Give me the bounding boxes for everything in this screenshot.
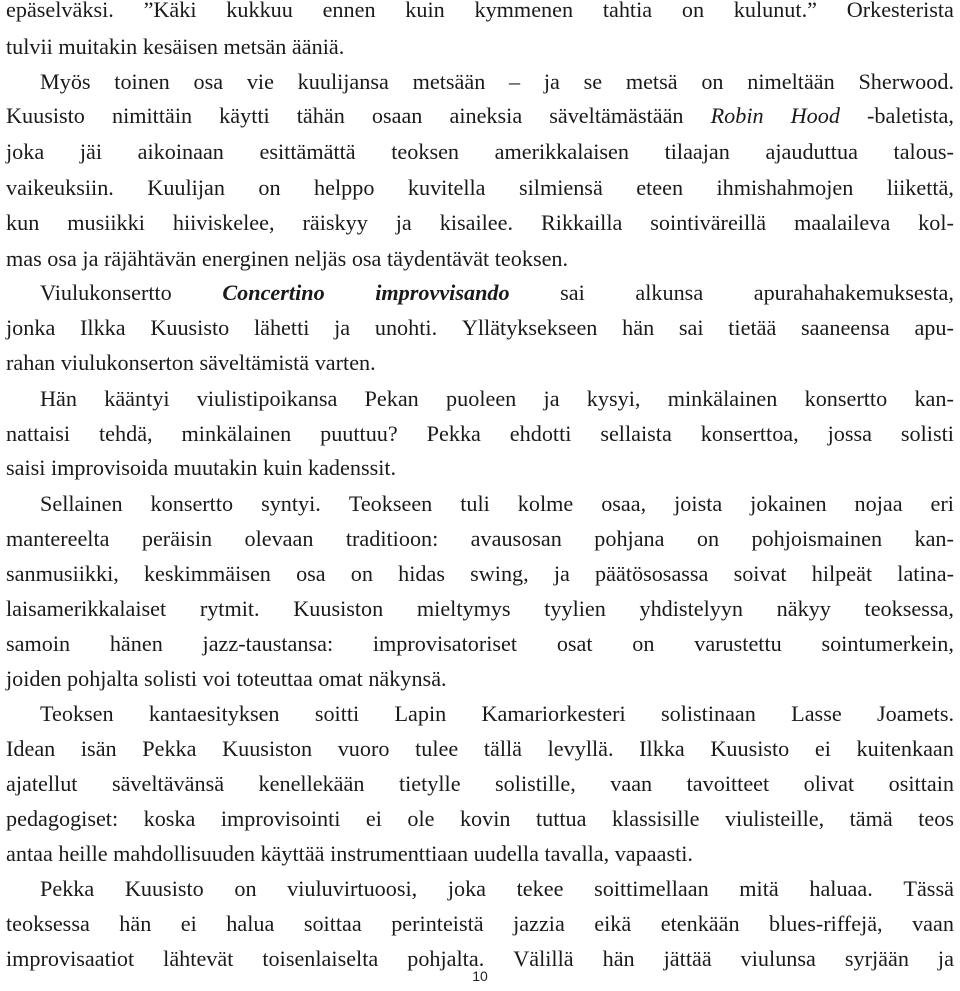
word: Lasse [791, 701, 842, 726]
word: Yllätyksekseen [461, 315, 598, 340]
word: solisti [900, 421, 954, 446]
word: Viulukonsertto [40, 280, 172, 305]
word: teos [918, 806, 954, 831]
word: apu- [914, 315, 954, 340]
word: nimeltään [747, 69, 835, 94]
word: helppo [314, 175, 375, 200]
text-line [6, 837, 954, 871]
word: metsään [412, 69, 486, 94]
word: teoksessa, [864, 596, 954, 621]
word: jossa [827, 421, 872, 446]
word: viulunsa [740, 946, 816, 971]
word: eri [930, 491, 954, 516]
word: toisenlaiselta [262, 946, 379, 971]
text-segment: mas osa ja räjähtävän energinen neljäs osa täydentävät teoksen. [6, 246, 569, 271]
word: olivat [803, 771, 855, 796]
text-line [6, 522, 954, 556]
word: Pekka [426, 421, 481, 446]
word: improvisatoriset [372, 631, 518, 656]
word: sointiväreillä [650, 210, 767, 235]
text-line [40, 276, 954, 310]
word: unohti. [374, 315, 438, 340]
word: ja [395, 210, 412, 235]
word: ajauduttua [765, 139, 858, 164]
word: -baletista, [867, 103, 954, 128]
word: päätösosassa [595, 561, 709, 586]
word: teoksen [391, 139, 460, 164]
word: Teokseen [348, 491, 433, 516]
word: koska [143, 806, 196, 831]
word: tyylien [544, 596, 606, 621]
text-line [40, 382, 954, 416]
word: Lapin [394, 701, 447, 726]
word: kymmenen [474, 0, 574, 22]
text-line [6, 732, 954, 766]
word: apurahahakemuksesta, [753, 280, 954, 305]
word: viulisteille, [724, 806, 825, 831]
text-line [40, 872, 954, 906]
word: puoleen [446, 386, 517, 411]
word: hilpeät [811, 561, 873, 586]
word: amerikkalaisen [494, 139, 629, 164]
text-line [6, 311, 954, 345]
word: ja [553, 561, 570, 586]
word: lähtevät [163, 946, 234, 971]
word: viuluvirtuoosi, [287, 876, 418, 901]
word: mantereelta [6, 526, 110, 551]
word: nimittäin [111, 103, 193, 128]
word: joista [674, 491, 723, 516]
word: hiiviskelee, [172, 210, 275, 235]
word: tietylle [398, 771, 461, 796]
word: Rikkailla [541, 210, 623, 235]
word: maalaileva [794, 210, 891, 235]
word: kolme [517, 491, 574, 516]
word: klassisille [611, 806, 700, 831]
word: Pekka [142, 736, 197, 761]
word: hänen [109, 631, 163, 656]
word: toinen [114, 69, 170, 94]
word: isän [80, 736, 117, 761]
word: metsä [625, 69, 678, 94]
word: kenellekään [258, 771, 365, 796]
text-line [6, 135, 954, 169]
word: hidas [398, 561, 445, 586]
word: etenkään [660, 911, 740, 936]
word: ei [365, 806, 382, 831]
text-line [6, 451, 954, 485]
text-line [6, 242, 954, 276]
word: Hood [790, 103, 840, 128]
word: konsertto [804, 386, 888, 411]
word: hän [119, 911, 152, 936]
word: tuttua [535, 806, 587, 831]
text-line [6, 592, 954, 626]
text-line [6, 662, 954, 696]
word: Välillä [513, 946, 574, 971]
word: on [632, 631, 655, 656]
word: musiikki [67, 210, 145, 235]
word: Teoksen [40, 701, 114, 726]
word: solistille, [495, 771, 576, 796]
word: osaan [371, 103, 423, 128]
word: Kuusisto [124, 876, 204, 901]
word: Orkesterista [846, 0, 954, 22]
word: blues-riffejä, [769, 911, 883, 936]
text-line [6, 907, 954, 941]
text-line [6, 346, 954, 380]
word: vaikeuksiin. [6, 175, 114, 200]
word: tämä [849, 806, 893, 831]
word: sai [678, 315, 704, 340]
word: keskimmäisen [143, 561, 271, 586]
word: alkunsa [635, 280, 704, 305]
word: tällä [483, 736, 523, 761]
word: syntyi. [261, 491, 321, 516]
text-line [6, 171, 954, 205]
word: kantaesityksen [148, 701, 280, 726]
word: teoksessa [6, 911, 90, 936]
word: liikettä, [886, 175, 954, 200]
word: joka [6, 139, 45, 164]
word: eikä [594, 911, 632, 936]
word: solistinaan [660, 701, 756, 726]
word: sai [560, 280, 585, 305]
word: minkälainen [667, 386, 778, 411]
word: Myös [40, 69, 91, 94]
word: kukkuu [226, 0, 293, 22]
word: osa [193, 69, 224, 94]
word: sointumerkein, [821, 631, 954, 656]
word: tehdä, [99, 421, 153, 446]
word: nattaisi [6, 421, 71, 446]
word: ennen [322, 0, 376, 22]
word: hän [622, 315, 655, 340]
word: vaan [610, 771, 653, 796]
word: kan- [914, 526, 954, 551]
word: kuvitella [407, 175, 486, 200]
word: halua [226, 911, 275, 936]
text-segment: saisi improvisoida muutakin kuin kadenssit. [6, 455, 397, 480]
word: osat [556, 631, 593, 656]
word: ja [937, 946, 954, 971]
text-line [6, 557, 954, 591]
text-line [6, 417, 954, 451]
word: Kuusiston [293, 596, 384, 621]
text-line [6, 99, 954, 133]
word: kulunut.” [733, 0, 817, 22]
word: peräisin [141, 526, 213, 551]
word: aikoinaan [137, 139, 224, 164]
word: Joamets. [876, 701, 954, 726]
word: Sherwood. [858, 69, 954, 94]
word: näkyy [776, 596, 831, 621]
word: Ilkka [80, 315, 126, 340]
word: Concertino [222, 280, 325, 305]
word: varustettu [694, 631, 782, 656]
word: hän [602, 946, 635, 971]
word: Sellainen [40, 491, 123, 516]
word: improvisaatiot [6, 946, 135, 971]
word: traditioon: [345, 526, 439, 551]
word: tahtia [602, 0, 653, 22]
word: osittain [888, 771, 954, 796]
word: kovin [459, 806, 511, 831]
text-line [6, 767, 954, 801]
word: ajatellut [6, 771, 78, 796]
word: vuoro [337, 736, 390, 761]
word: rytmit. [199, 596, 260, 621]
word: pedagogiset: [6, 806, 119, 831]
word: kääntyi [104, 386, 170, 411]
word: kuin [405, 0, 445, 22]
word: lähetti [253, 315, 310, 340]
text-line [6, 627, 954, 661]
word: kisailee. [439, 210, 514, 235]
word: levyllä. [547, 736, 614, 761]
word: osaa, [601, 491, 647, 516]
word: latina- [897, 561, 954, 586]
text-line [40, 487, 954, 521]
word: Tässä [903, 876, 954, 901]
word: talous- [893, 139, 954, 164]
page-number: 10 [472, 968, 488, 984]
word: ihmishahmojen [716, 175, 854, 200]
word: tekee [516, 876, 564, 901]
word: ehdotti [509, 421, 572, 446]
text-segment: joiden pohjalta solisti voi toteuttaa omat näkynsä. [6, 666, 447, 691]
word: mitä [739, 876, 779, 901]
word: yhdistelyyn [639, 596, 744, 621]
word: soitti [314, 701, 360, 726]
text-segment: tulvii muitakin kesäisen metsän ääniä. [6, 34, 345, 59]
word: minkälainen [181, 421, 292, 446]
word: jokainen [750, 491, 827, 516]
word: jazz-taustansa: [202, 631, 334, 656]
text-line [40, 65, 954, 99]
word: mieltymys [416, 596, 511, 621]
word: Kuusiston [222, 736, 313, 761]
word: soivat [733, 561, 787, 586]
word: säveltämästään [549, 103, 684, 128]
word: soittaa [303, 911, 362, 936]
word: jäi [79, 139, 103, 164]
word: konserttoa, [700, 421, 799, 446]
word: avausosan [470, 526, 562, 551]
word: tilaajan [664, 139, 730, 164]
word: on [258, 175, 281, 200]
word: swing, [470, 561, 529, 586]
word: ja [543, 386, 560, 411]
word: tähän [296, 103, 345, 128]
word: haluaa. [809, 876, 873, 901]
word: on [696, 526, 720, 551]
word: jonka [6, 315, 56, 340]
word: räiskyy [302, 210, 368, 235]
word: Kuusisto [150, 315, 230, 340]
word: joka [447, 876, 487, 901]
word: Kuusisto [6, 103, 85, 128]
word: ei [814, 736, 831, 761]
word: käytti [219, 103, 270, 128]
word: on [234, 876, 257, 901]
word: säveltävänsä [111, 771, 225, 796]
word: osa [296, 561, 326, 586]
word: Pekka [40, 876, 95, 901]
word: pohjana [594, 526, 665, 551]
word: Kuusisto [710, 736, 790, 761]
word: epäselväksi. [6, 0, 114, 22]
word: on [701, 69, 724, 94]
word: eteen [636, 175, 684, 200]
word: esittämättä [259, 139, 356, 164]
word: kuulijansa [297, 69, 389, 94]
word: ja [334, 315, 351, 340]
word: perinteistä [391, 911, 484, 936]
word: ”Käki [143, 0, 197, 22]
word: viulistipoikansa [196, 386, 338, 411]
word: on [350, 561, 373, 586]
word: Idean [6, 736, 56, 761]
text-line [6, 30, 954, 64]
word: nojaa [854, 491, 903, 516]
word: sanmusiikki, [6, 561, 119, 586]
word: syrjään [844, 946, 909, 971]
word: ja [543, 69, 560, 94]
word: silmiensä [518, 175, 603, 200]
word: jättää [663, 946, 712, 971]
word: ole [407, 806, 435, 831]
word: se [583, 69, 603, 94]
text-line [6, 0, 954, 27]
word: samoin [6, 631, 71, 656]
word: puuttuu? [320, 421, 398, 446]
word: kysyi, [586, 386, 641, 411]
word: Kuulijan [147, 175, 225, 200]
word: kun [6, 210, 40, 235]
word: Pekan [364, 386, 419, 411]
word: Robin [710, 103, 764, 128]
word: sellaista [600, 421, 672, 446]
word: on [681, 0, 705, 22]
word: tuli [460, 491, 490, 516]
text-segment: antaa heille mahdollisuuden käyttää instrumenttiaan uudella tavalla, vapaasti. [6, 841, 693, 866]
word: olevaan [244, 526, 314, 551]
word: improvisointi [220, 806, 341, 831]
word: Kamariorkesteri [481, 701, 626, 726]
text-line [6, 802, 954, 836]
text-line [40, 697, 954, 731]
word: tietää [728, 315, 777, 340]
word: laisamerikkalaiset [6, 596, 167, 621]
word: saaneensa [801, 315, 890, 340]
word: tulee [415, 736, 459, 761]
word: ei [180, 911, 197, 936]
word: pohjalta. [407, 946, 485, 971]
text-line [6, 206, 954, 240]
word: pohjoismainen [751, 526, 883, 551]
word: aineksia [449, 103, 523, 128]
text-segment: rahan viulukonserton säveltämistä varten. [6, 350, 376, 375]
word: soittimellaan [594, 876, 709, 901]
word: konsertto [150, 491, 234, 516]
word: Ilkka [639, 736, 685, 761]
word: vie [246, 69, 274, 94]
word: – [509, 69, 521, 94]
word: improvvisando [375, 280, 510, 305]
word: kol- [918, 210, 954, 235]
word: jazzia [513, 911, 565, 936]
word: vaan [912, 911, 954, 936]
word: kan- [914, 386, 954, 411]
word: tavoitteet [686, 771, 770, 796]
word: kuitenkaan [856, 736, 954, 761]
word: Hän [40, 386, 77, 411]
